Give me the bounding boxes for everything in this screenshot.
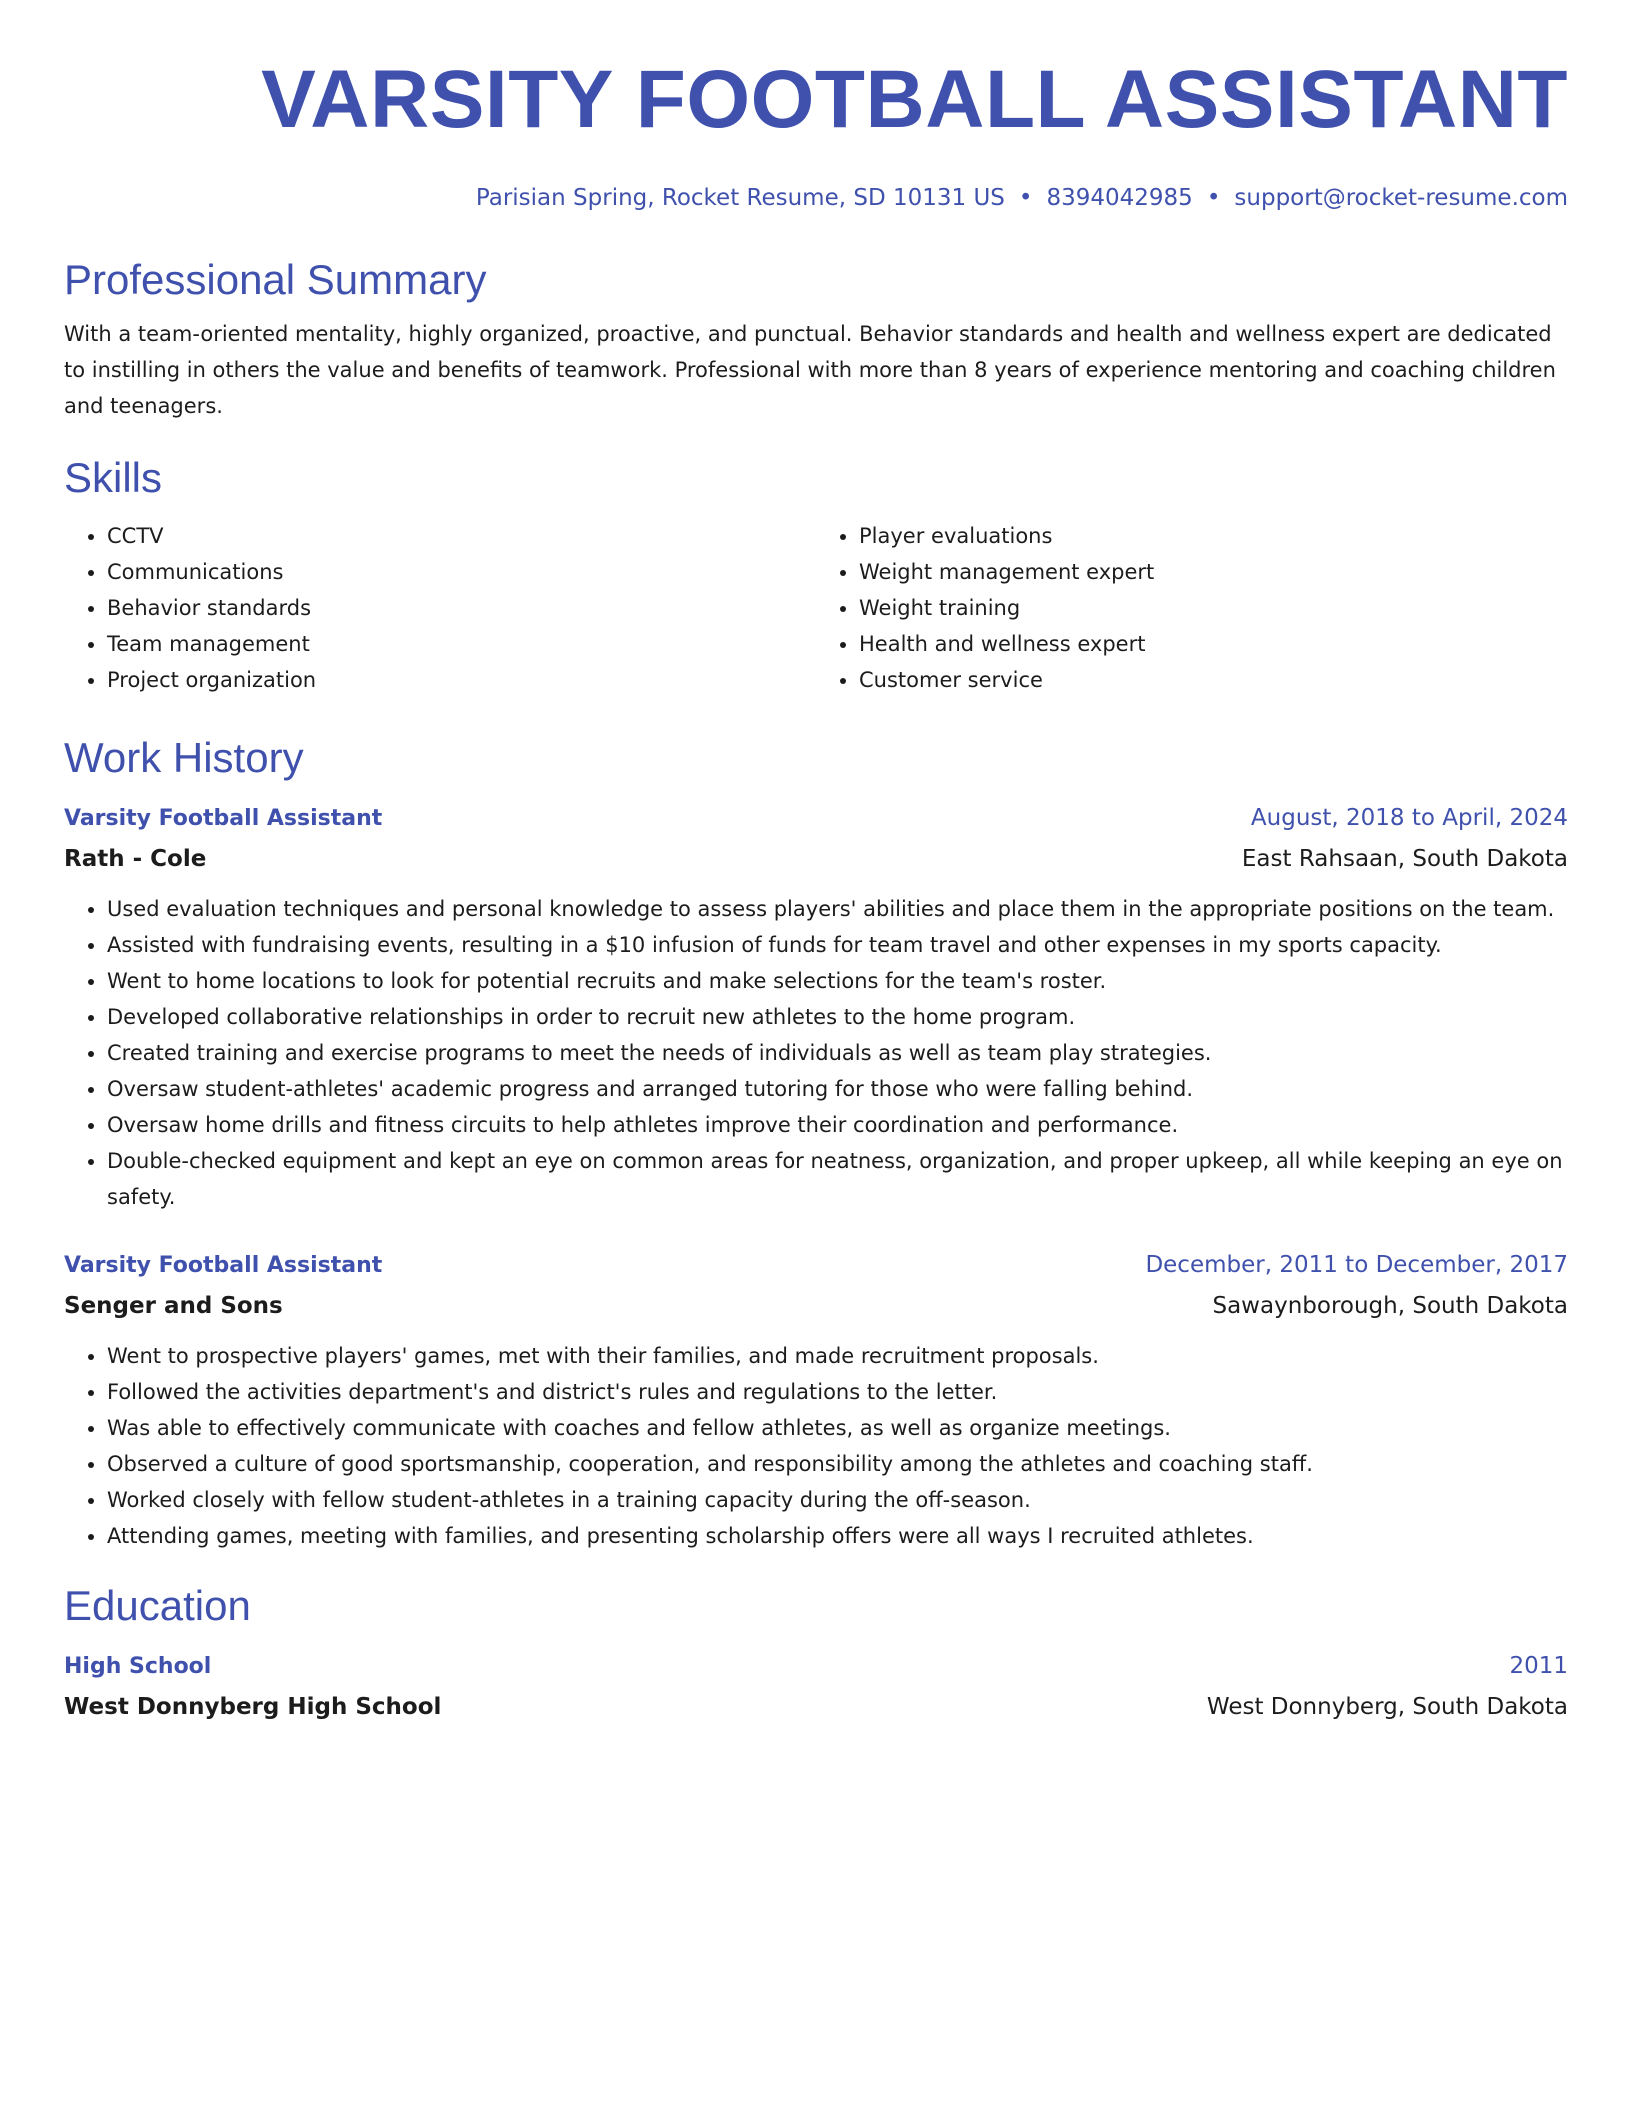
job-title-row: [64, 798, 1568, 839]
skill-item: • Behavior standards: [107, 590, 816, 626]
job-bullet: • Followed the activities department's and district's rules and regulations to the letter.: [107, 1374, 1568, 1410]
skill-item: • Weight training: [859, 590, 1568, 626]
education-location: West Donnyberg, South Dakota: [1206, 1694, 1568, 1720]
job-entry: [64, 798, 1568, 1215]
job-entry: [64, 1245, 1568, 1554]
job-company-row: [64, 839, 1568, 879]
job-company-row: [64, 1286, 1568, 1326]
skill-item: • CCTV: [107, 518, 816, 554]
job-bullet: • Assisted with fundraising events, resulting in a $10 infusion of funds for team travel and other expenses in my sports capacity.: [107, 927, 1568, 963]
job-dates: August, 2018 to April, 2024: [1250, 805, 1568, 831]
contact-email[interactable]: support@rocket-resume.com: [1234, 185, 1568, 211]
education-degree-row: [64, 1646, 1568, 1687]
job-bullets: [64, 891, 1568, 1215]
job-bullet: • Double-checked equipment and kept an eye on common areas for neatness, organization, and proper upkeep, all while keeping an eye on safety.: [107, 1143, 1568, 1215]
skill-item: • Player evaluations: [859, 518, 1568, 554]
work-history-heading: Work History: [64, 734, 304, 781]
job-bullet: • Developed collaborative relationships in order to recruit new athletes to the home program.: [107, 999, 1568, 1035]
job-bullet: • Went to home locations to look for potential recruits and make selections for the team's roster.: [107, 963, 1568, 999]
skill-item: • Project organization: [107, 662, 816, 698]
skill-item: • Customer service: [859, 662, 1568, 698]
skill-item: • Health and wellness expert: [859, 626, 1568, 662]
job-bullet: • Used evaluation techniques and personal knowledge to assess players' abilities and place them in the appropriate positions on the team.: [107, 891, 1568, 927]
job-location: Sawaynborough, South Dakota: [1212, 1293, 1568, 1319]
contact-separator: •: [1018, 185, 1033, 211]
candidate-name: VARSITY FOOTBALL ASSISTANT: [261, 54, 1568, 145]
job-bullet: • Attending games, meeting with families, and presenting scholarship offers were all ways I recruited athletes.: [107, 1518, 1568, 1554]
skill-item: • Weight management expert: [859, 554, 1568, 590]
education-school-row: [64, 1687, 1568, 1727]
job-title-row: [64, 1245, 1568, 1286]
job-dates: December, 2011 to December, 2017: [1145, 1252, 1568, 1278]
education-school: West Donnyberg High School: [64, 1694, 442, 1720]
skills-column-left: [64, 518, 816, 698]
job-company: Rath - Cole: [64, 846, 207, 872]
job-title: Varsity Football Assistant: [64, 806, 383, 831]
contact-separator: •: [1206, 185, 1221, 211]
skills-heading: Skills: [64, 454, 163, 501]
contact-line: [64, 182, 1568, 214]
skills-list: [64, 518, 1568, 698]
job-company: Senger and Sons: [64, 1293, 283, 1319]
education-heading: Education: [64, 1582, 251, 1629]
job-bullet: • Created training and exercise programs to meet the needs of individuals as well as team play strategies.: [107, 1035, 1568, 1071]
contact-address: Parisian Spring, Rocket Resume, SD 10131 US: [475, 185, 1005, 211]
skill-item: • Team management: [107, 626, 816, 662]
summary-heading: Professional Summary: [64, 256, 487, 303]
job-bullet: • Oversaw home drills and fitness circuits to help athletes improve their coordination and performance.: [107, 1107, 1568, 1143]
summary-text: With a team-oriented mentality, highly organized, proactive, and punctual. Behavior standards and health and wellness expert are dedicated to instilling in others the value and benefits of teamwork. Professional with more than 8 years of experience mentoring and coaching children and teenagers.: [64, 322, 1556, 418]
education-entry: [64, 1646, 1568, 1727]
job-bullet: • Went to prospective players' games, met with their families, and made recruitment proposals.: [107, 1338, 1568, 1374]
education-degree: High School: [64, 1654, 212, 1679]
job-title: Varsity Football Assistant: [64, 1253, 383, 1278]
job-bullets: [64, 1338, 1568, 1554]
job-bullet: • Worked closely with fellow student-athletes in a training capacity during the off-season.: [107, 1482, 1568, 1518]
education-year: 2011: [1509, 1653, 1568, 1679]
skills-column-right: [816, 518, 1568, 698]
job-bullet: • Oversaw student-athletes' academic progress and arranged tutoring for those who were falling behind.: [107, 1071, 1568, 1107]
job-location: East Rahsaan, South Dakota: [1241, 846, 1568, 872]
contact-phone: 8394042985: [1046, 185, 1193, 211]
job-bullet: • Was able to effectively communicate with coaches and fellow athletes, as well as organize meetings.: [107, 1410, 1568, 1446]
skill-item: • Communications: [107, 554, 816, 590]
job-bullet: • Observed a culture of good sportsmanship, cooperation, and responsibility among the athletes and coaching staff.: [107, 1446, 1568, 1482]
